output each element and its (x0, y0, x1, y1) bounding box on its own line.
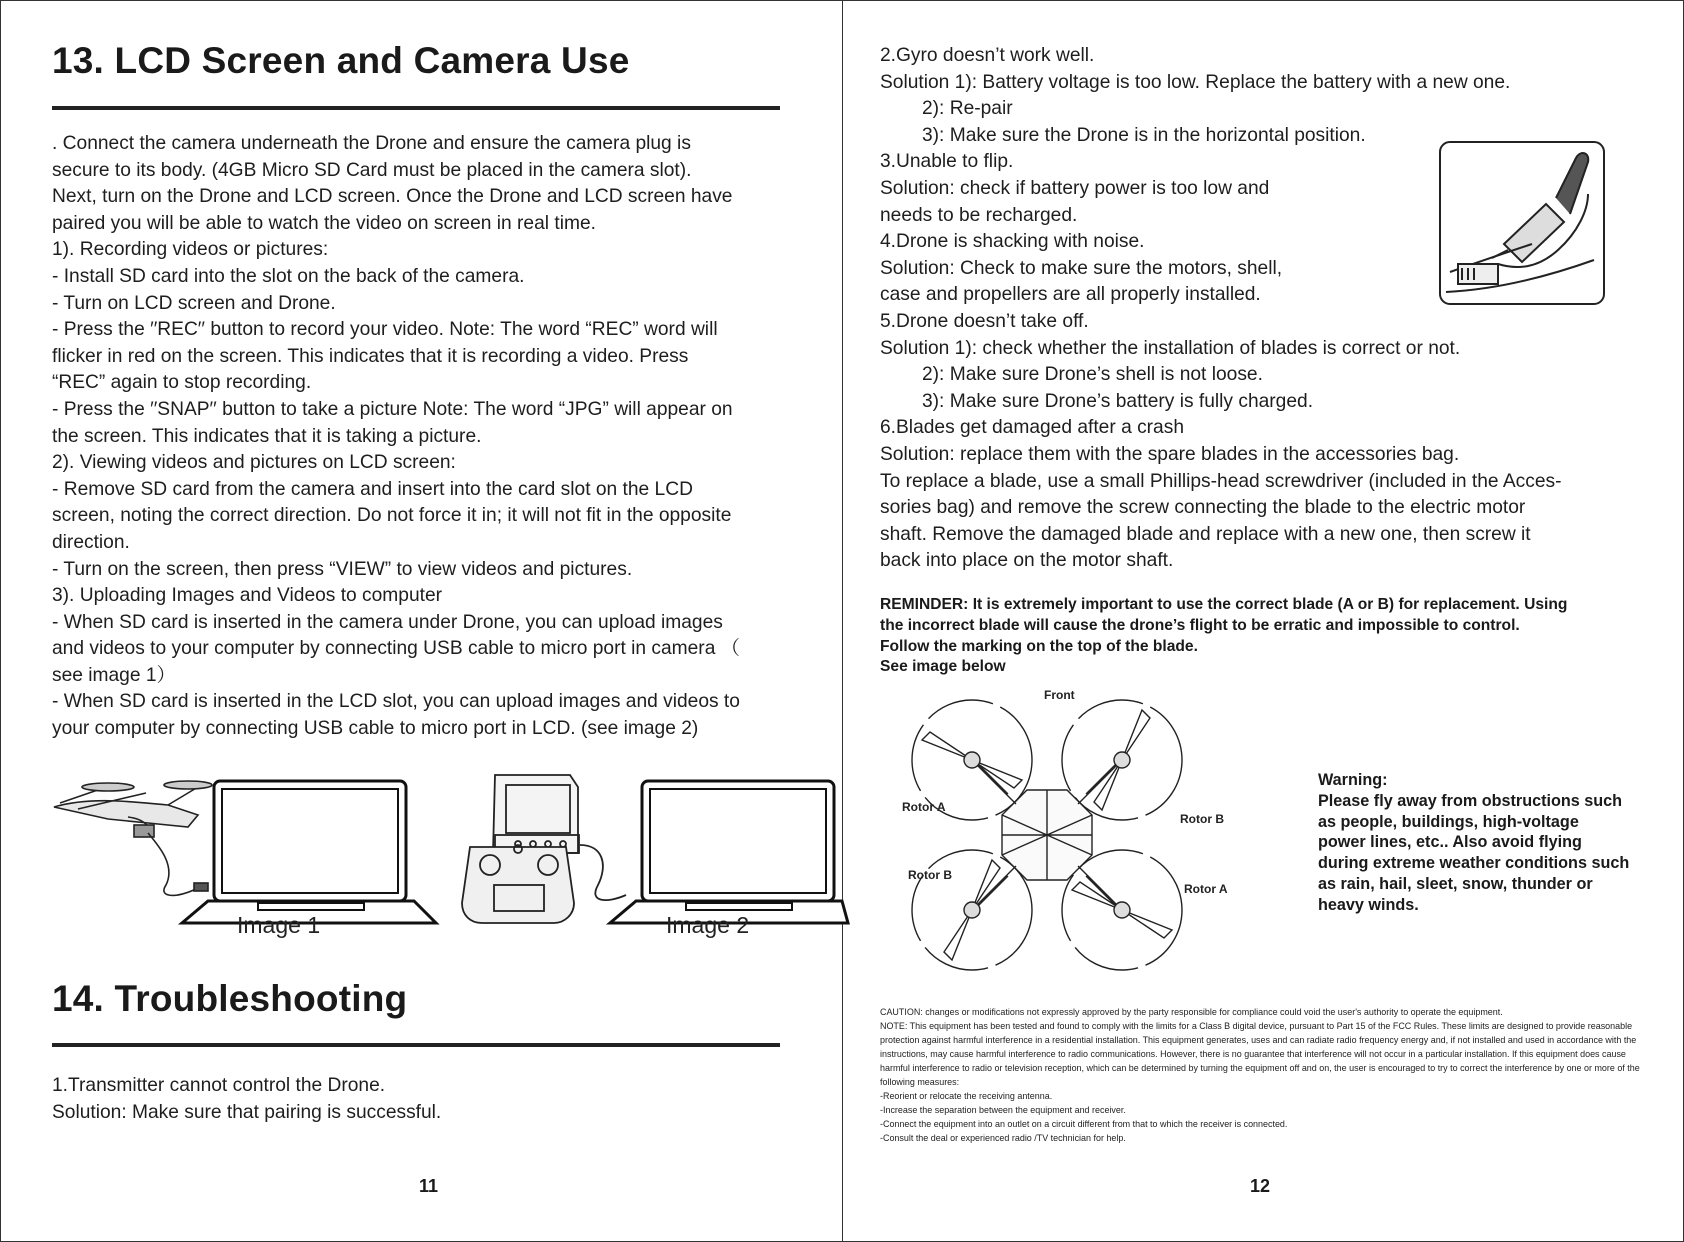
caution-line: CAUTION: changes or modifications not expressly approved by the party responsible for compliance could void the user's authority to operate the equipment. (880, 1007, 1503, 1017)
diagram-label-front: Front (1044, 688, 1075, 702)
text-line: Solution 1): check whether the installation of blades is correct or not. (880, 337, 1461, 359)
lcd-camera-instructions (52, 131, 740, 743)
reminder-line: the incorrect blade will cause the drone’s flight to be erratic and impossible to control. (880, 616, 1520, 634)
text-line: - Press the ′′REC′′ button to record your video. Note: The word “REC” word will (52, 319, 718, 341)
text-line: 6.Blades get damaged after a crash (880, 417, 1184, 439)
text-line: 3): Make sure Drone’s battery is fully charged. (922, 390, 1314, 412)
text-line: - Remove SD card from the camera and insert into the card slot on the LCD (52, 478, 693, 500)
text-line: and videos to your computer by connecting USB cable to micro port in camera （ (52, 638, 740, 660)
text-line: Solution: Check to make sure the motors, shell, (880, 257, 1283, 279)
laptop-icon-1 (182, 781, 436, 923)
caution-line: protection against harmful interference in a residential installation. This equipment generates, uses and can radiate radio frequency energy and, if not installed and used in accordance with the (880, 1035, 1637, 1045)
text-line: sories bag) and remove the screw connecting the blade to the electric motor (880, 497, 1526, 519)
text-line: - Turn on LCD screen and Drone. (52, 292, 336, 314)
text-line: 3). Uploading Images and Videos to computer (52, 585, 443, 607)
connection-illustrations (48, 775, 828, 925)
warning-line: Warning: (1318, 771, 1388, 789)
reminder-line: Follow the marking on the top of the blade. (880, 637, 1198, 655)
warning-line: as people, buildings, high-voltage (1318, 812, 1579, 831)
text-line: 3.Unable to flip. (880, 151, 1014, 173)
rotor-bottom-right (1062, 850, 1182, 970)
diagram-label-rotor-a-top: Rotor A (902, 800, 946, 814)
rotor-diagram (902, 690, 1192, 980)
blade-replacement-image (1438, 140, 1606, 306)
section-title-troubleshooting: 14. Troubleshooting (52, 978, 408, 1019)
caution-line: -Reorient or relocate the receiving antenna. (880, 1091, 1053, 1101)
troubleshooting-list (880, 43, 1562, 575)
text-line: To replace a blade, use a small Phillips-head screwdriver (included in the Acces- (880, 470, 1562, 492)
text-line: shaft. Remove the damaged blade and replace with a new one, then screw it (880, 523, 1531, 545)
caution-line: harmful interference to radio or television reception, which can be determined by turning the equipment off and on, the user is encouraged to try to correct the interference by one or more of the (880, 1063, 1640, 1073)
text-line: 2): Re-pair (922, 98, 1013, 120)
diagram-label-rotor-a-bottom: Rotor A (1184, 882, 1228, 896)
warning-line: as rain, hail, sleet, snow, thunder or (1318, 874, 1593, 893)
text-line: case and propellers are all properly installed. (880, 284, 1261, 306)
text-line: Solution: Make sure that pairing is successful. (52, 1101, 442, 1123)
text-line: back into place on the motor shaft. (880, 550, 1174, 572)
text-line: 2.Gyro doesn’t work well. (880, 45, 1095, 66)
text-line: . Connect the camera underneath the Drone and ensure the camera plug is (52, 133, 691, 154)
section-title-lcd-camera: 13. LCD Screen and Camera Use (52, 40, 630, 81)
title-rule (52, 106, 780, 110)
caution-line: -Increase the separation between the equipment and receiver. (880, 1105, 1126, 1115)
blade-reminder (880, 595, 1567, 678)
text-line: screen, noting the correct direction. Do not force it in; it will not fit in the opposite (52, 505, 732, 527)
text-line: Next, turn on the Drone and LCD screen. Once the Drone and LCD screen have (52, 186, 733, 208)
reminder-line: REMINDER: It is extremely important to use the correct blade (A or B) for replacement. Using (880, 596, 1568, 613)
text-line: needs to be recharged. (880, 204, 1078, 226)
warning-line: Please fly away from obstructions such (1318, 791, 1623, 810)
text-line: Solution: check if battery power is too low and (880, 177, 1270, 199)
page-number: 12 (1250, 1176, 1271, 1196)
text-line: - Turn on the screen, then press “VIEW” to view videos and pictures. (52, 558, 633, 580)
rotor-top-right (1062, 700, 1182, 820)
text-line: - When SD card is inserted in the LCD slot, you can upload images and videos to (52, 691, 740, 713)
text-line: - Press the ′′SNAP′′ button to take a picture Note: The word “JPG” will appear on (52, 398, 733, 420)
text-line: the screen. This indicates that it is taking a picture. (52, 425, 482, 447)
text-line: 4.Drone is shacking with noise. (880, 231, 1145, 253)
text-line: 1.Transmitter cannot control the Drone. (52, 1075, 386, 1096)
page-number: 11 (419, 1176, 439, 1196)
caution-line: following measures: (880, 1077, 960, 1087)
warning-line: heavy winds. (1318, 895, 1419, 914)
text-line: - When SD card is inserted in the camera under Drone, you can upload images (52, 611, 723, 633)
reminder-line: See image below (880, 658, 1006, 676)
text-line: secure to its body. (4GB Micro SD Card must be placed in the camera slot). (52, 159, 692, 181)
text-line: direction. (52, 531, 130, 553)
troubleshooting-rule (52, 1043, 780, 1047)
image-2-caption: Image 2 (666, 912, 750, 938)
drone-icon (54, 781, 212, 895)
text-line: Solution 1): Battery voltage is too low. Replace the battery with a new one. (880, 71, 1511, 93)
text-line: 3): Make sure the Drone is in the horizontal position. (922, 124, 1366, 146)
diagram-label-rotor-b-top: Rotor B (1180, 812, 1224, 826)
caution-line: -Consult the deal or experienced radio /TV technician for help. (880, 1133, 1126, 1143)
laptop-icon-2 (610, 781, 848, 923)
fcc-caution-notice (880, 1005, 1640, 1145)
text-line: 1). Recording videos or pictures: (52, 239, 329, 261)
text-line: your computer by connecting USB cable to micro port in LCD. (see image 2) (52, 718, 699, 740)
text-line: flicker in red on the screen. This indicates that it is recording a video. Press (52, 345, 689, 367)
warning-line: power lines, etc.. Also avoid flying (1318, 833, 1582, 852)
transmitter-icon (462, 845, 574, 923)
caution-line: -Connect the equipment into an outlet on a circuit different from that to which the receiver is connected. (880, 1119, 1288, 1129)
flight-warning (1318, 770, 1629, 916)
troubleshooting-items (52, 1073, 441, 1126)
text-line: Solution: replace them with the spare blades in the accessories bag. (880, 443, 1460, 465)
text-line: paired you will be able to watch the video on screen in real time. (52, 212, 596, 234)
caution-line: instructions, may cause harmful interference to radio communications. However, there is no guarantee that interference will not occur in a particular installation. If this equipment does cause (880, 1049, 1626, 1059)
text-line: see image 1） (52, 664, 176, 686)
page-right (842, 0, 1684, 1242)
image-1-caption: Image 1 (237, 912, 321, 938)
diagram-label-rotor-b-bottom: Rotor B (908, 868, 952, 882)
text-line: 5.Drone doesn’t take off. (880, 310, 1089, 332)
warning-line: during extreme weather conditions such (1318, 854, 1630, 873)
text-line: 2): Make sure Drone’s shell is not loose. (922, 364, 1263, 386)
text-line: - Install SD card into the slot on the back of the camera. (52, 265, 525, 287)
text-line: “REC” again to stop recording. (52, 372, 312, 394)
caution-line: NOTE: This equipment has been tested and found to comply with the limits for a Class B digital device, pursuant to Part 15 of the FCC Rules. These limits are designed to provide reasonable (880, 1021, 1633, 1031)
text-line: 2). Viewing videos and pictures on LCD screen: (52, 452, 456, 474)
